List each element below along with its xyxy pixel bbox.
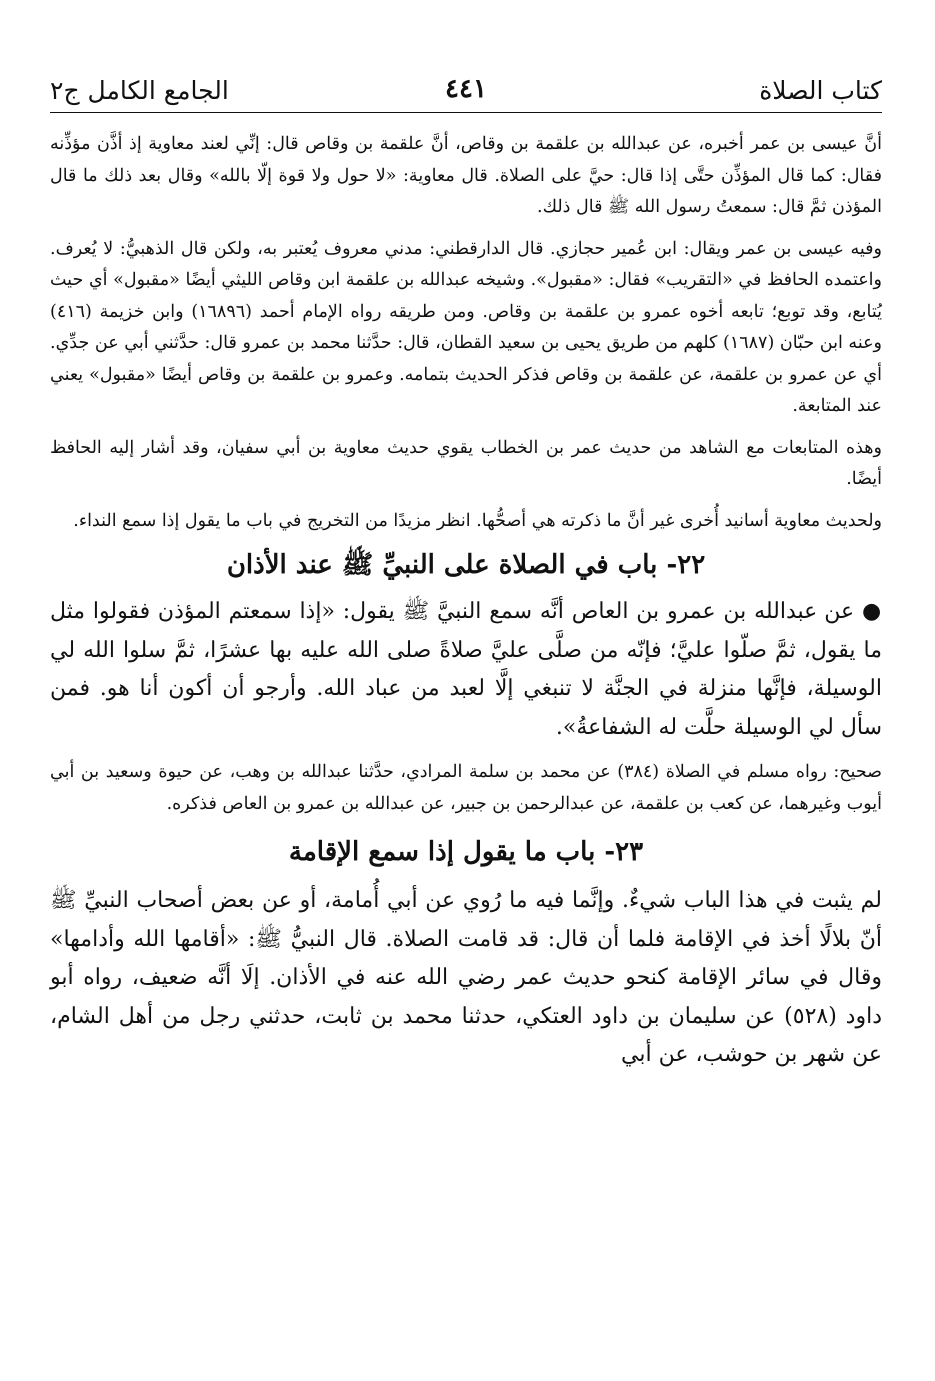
paragraph-corroboration: وهذه المتابعات مع الشاهد من حديث عمر بن الخطاب يقوي حديث معاوية بن أبي سفيان، وقد أشار إليه الحافظ أيضًا.	[50, 437, 882, 489]
chapter-22-heading: ٢٢- باب في الصلاة على النبيِّ ﷺ عند الأذان	[226, 550, 706, 580]
book-page	[50, 72, 882, 1075]
paragraph-narrator-notes: وفيه عيسى بن عمر ويقال: ابن عُمير حجازي. قال الدارقطني: مدني معروف يُعتبر به، ولكن قال الذهبيُّ: لا يُعرف. واعتمده الحافظ في «التقريب» فقال: «مقبول». وشيخه عبدالله بن علقمة ابن وقاص الليثي أيضًا «مقبول» أي حيث يُتابع، وقد توبع؛ تابعه أخوه عمرو بن علقمة بن وقاص. ومن طريقه رواه الإمام أحمد (١٦٨٩٦) وابن خزيمة (٤١٦) وعنه ابن حبّان (١٦٨٧) كلهم من طريق يحيى بن سعيد القطان، قال: حدَّثنا محمد بن عمرو قال: حدَّثني أبي عن جدِّي. أي عن عمرو بن علقمة، عن علقمة بن وقاص فذكر الحديث بتمامه. وعمرو بن علقمة بن وقاص أيضًا «مقبول» يعني عند المتابعة.	[50, 238, 882, 416]
book-section-title: كتاب الصلاة	[759, 76, 882, 105]
page-number: ٤٤١	[445, 74, 487, 104]
chapter-22-hadith-text: عن عبدالله بن عمرو بن العاص أنَّه سمع النبيَّ ﷺ يقول: «إذا سمعتم المؤذن فقولوا مثل ما يقول، ثمَّ صلّوا عليَّ؛ فإنّه من صلَّى عليَّ صلاةً صلى الله عليه بها عشرًا، ثمَّ سلوا الله لي الوسيلة، فإنَّها منزلة في الجنَّة لا تنبغي إلَّا لعبد من عباد الله. وأرجو أن أكون أنا هو. فمن سأل لي الوسيلة حلَّت له الشفاعةُ».	[50, 599, 882, 740]
chapter-22-hadith	[50, 593, 882, 747]
bullet-marker: ●	[861, 599, 883, 624]
paragraph-other-chains: ولحديث معاوية أسانيد أُخرى غير أنَّ ما ذكرته هي أصحُّها. انظر مزيدًا من التخريج في باب ما يقول إذا سمع النداء.	[73, 510, 882, 531]
page-header	[50, 72, 882, 113]
chapter-23-heading: ٢٣- باب ما يقول إذا سمع الإقامة	[288, 837, 644, 867]
chapter-23-body: لم يثبت في هذا الباب شيءٌ. وإنَّما فيه ما رُوي عن أبي أُمامة، أو عن بعض أصحاب النبيِّ ﷺ أنّ بلالًا أخذ في الإقامة فلما أن قال: قد قامت الصلاة. قال النبيُّ ﷺ: «أقامها الله وأدامها» وقال في سائر الإقامة كنحو حديث عمر رضي الله عنه في الأذان. إلَا أنَّه ضعيف، رواه أبو داود (٥٢٨) عن سليمان بن داود العتكي، حدثنا محمد بن ثابت، حدثني رجل من أهل الشام، عن شهر بن حوشب، عن أبي	[50, 888, 882, 1067]
book-title: الجامع الكامل ج٢	[50, 76, 229, 105]
paragraph-hadith-continuation: أنَّ عيسى بن عمر أخبره، عن عبدالله بن علقمة بن وقاص، أنَّ علقمة بن وقاص قال: إنِّي لعند معاوية إذ أذَّن مؤذِّنه فقال: كما قال المؤذِّن حتَّى إذا قال: حيَّ على الصلاة. قال معاوية: «لا حول ولا قوة إلّا بالله» وقال بعد ذلك ما قال المؤذن ثمَّ قال: سمعتُ رسول الله ﷺ قال ذلك.	[50, 134, 882, 217]
chapter-22-takhrij: صحيح: رواه مسلم في الصلاة (٣٨٤) عن محمد بن سلمة المرادي، حدَّثنا عبدالله بن وهب، عن حيوة وسعيد بن أبي أيوب وغيرهما، عن كعب بن علقمة، عن عبدالرحمن بن جبير، عن عبدالله بن عمرو بن العاص فذكره.	[50, 762, 882, 814]
